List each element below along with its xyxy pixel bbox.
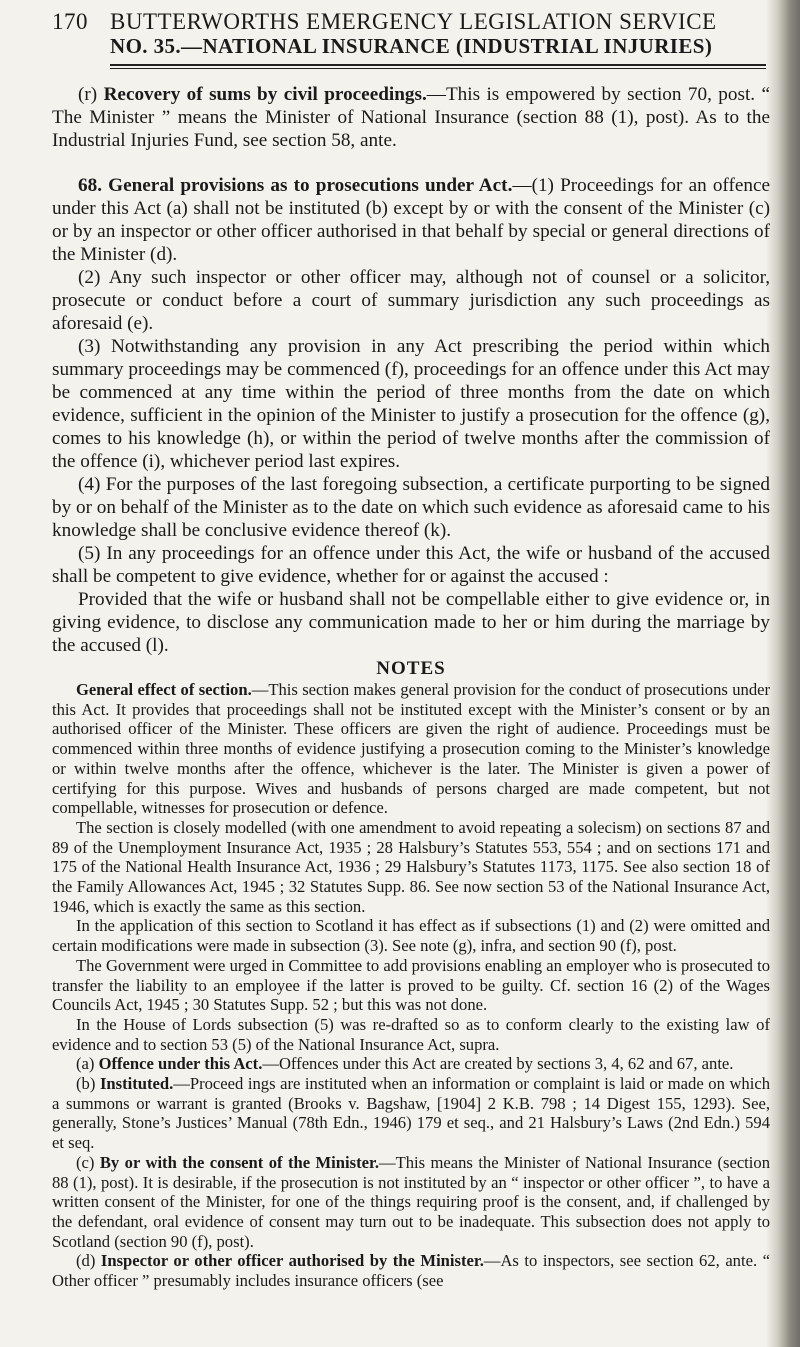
note-a-body: —Offences under this Act are created by sections 3, 4, 62 and 67, ante. <box>262 1054 734 1074</box>
note-c-heading: By or with the consent of the Minister. <box>99 1152 379 1172</box>
running-header <box>52 10 770 34</box>
section-68-sub1 <box>52 174 770 266</box>
section-68-sub4: (4) For the purposes of the last foregoing subsection, a certificate purporting to be signed by or on behalf of the Minister as to the date on which such evidence as aforesaid came to his knowledge shall be conclusive evidence thereof (k). <box>52 474 770 541</box>
note-r-heading: Recovery of sums by civil proceedings. <box>103 84 427 105</box>
note-b-label: (b) <box>76 1074 96 1094</box>
note-d-body: —As to inspectors, see section 62, ante. “ Other officer ” presumably includes insurance officers (see <box>52 1251 770 1291</box>
note-d-label: (d) <box>76 1251 96 1271</box>
note-general <box>52 680 770 818</box>
note-b <box>52 1074 770 1153</box>
note-general-body: —This section makes general provision for the conduct of prosecutions under this Act. It provides that proceedings shall not be instituted except with the Minister’s consent or by an authorised officer of the Minister. These officers are given the right of audience. Proceedings must be commenced within three months of evidence justifying a prosecution coming to the Minister’s knowledge or within twelve months after the offence, whichever is the later. The Minister is given a power of certifying for this purpose. Wives and husbands of persons charged are made competent, but not compellable, witnesses for prosecution or defence. <box>52 680 771 818</box>
section-68-number: 68. <box>78 175 102 196</box>
page-number: 170 <box>52 9 88 34</box>
note-p4: The Government were urged in Committee to add provisions enabling an employer who is prosecuted to transfer the liability to an employee if the latter is proved to be guilty. Cf. section 16 (2) of the Wages Councils Act, 1945 ; 30 Statutes Supp. 52 ; but this was not done. <box>52 955 770 1015</box>
notes-heading: NOTES <box>376 658 446 679</box>
note-c-label: (c) <box>76 1152 95 1172</box>
note-r-label: (r) <box>78 84 98 105</box>
note-p5: In the House of Lords subsection (5) was re-drafted so as to conform clearly to the existing law of evidence and to section 53 (5) of the National Insurance Act, supra. <box>52 1014 770 1054</box>
page-content <box>52 10 770 1291</box>
note-a-label: (a) <box>76 1054 95 1074</box>
note-a-heading: Offence under this Act. <box>98 1054 263 1074</box>
note-p3: In the application of this section to Scotland it has effect as if subsections (1) and (2) were omitted and certain modifications were made in subsection (3). See note (g), infra, and section 90 (f), post. <box>52 916 770 956</box>
note-c-body: —This means the Minister of National Insurance (section 88 (1), post). It is desirable, if the prosecution is not instituted by an “ inspector or other officer ”, to have a written consent of the Minister, for one of the things requiring proof is the consent, and, if challenged by the defendant, oral evidence of consent may turn out to be inadequate. This subsection does not apply to Scotland (section 90 (f), post). <box>52 1152 770 1251</box>
note-p2: The section is closely modelled (with one amendment to avoid repeating a solecism) on sections 87 and 89 of the Unemployment Insurance Act, 1935 ; 28 Halsbury’s Statutes 553, 554 ; and on sections 171 and 175 of the National Health Insurance Act, 1936 ; 29 Halsbury’s Statutes 1173, 1175. See also section 18 of the Family Allowances Act, 1945 ; 32 Statutes Supp. 86. See now section 53 of the National Insurance Act, 1946, which is exactly the same as this section. <box>52 817 770 916</box>
section-68-heading: General provisions as to prosecutions under Act. <box>108 175 513 196</box>
running-subtitle: NO. 35.—NATIONAL INSURANCE (INDUSTRIAL INJURIES) <box>110 34 713 58</box>
note-general-heading: General effect of section. <box>76 680 252 699</box>
note-d <box>52 1251 770 1290</box>
page-edge-shadow <box>766 0 800 1347</box>
section-68-sub2: (2) Any such inspector or other officer may, although not of counsel or a solicitor, prosecute or conduct before a court of summary jurisdiction any such proceedings as aforesaid (e). <box>52 267 770 334</box>
running-title: BUTTERWORTHS EMERGENCY LEGISLATION SERVICE <box>110 9 717 34</box>
section-68-sub3: (3) Notwithstanding any provision in any Act prescribing the period within which summary proceedings may be commenced (f), proceedings for an offence under this Act may be commenced at any time within the period of three months from the date on which evidence, sufficient in the opinion of the Minister to justify a prosecution for the offence (g), comes to his knowledge (h), or within the period of twelve months after the commission of the offence (i), whichever period last expires. <box>52 336 770 472</box>
note-a <box>52 1054 770 1074</box>
section-68-proviso: Provided that the wife or husband shall not be compellable either to give evidence or, in giving evidence, to disclose any communication made to her or him during the marriage by the accused (l). <box>52 589 770 656</box>
section-68-sub5: (5) In any proceedings for an offence under this Act, the wife or husband of the accused shall be competent to give evidence, whether for or against the accused : <box>52 543 770 587</box>
note-r <box>52 83 770 152</box>
note-d-heading: Inspector or other officer authorised by the Minister. <box>100 1251 484 1271</box>
header-rule <box>110 64 766 66</box>
note-c <box>52 1153 770 1252</box>
section-68-sub1-text: —(1) Proceedings for an offence under this Act (a) shall not be instituted (b) except by or with the consent of the Minister (c) or by an inspector or other officer authorised in that behalf by special or general directions of the Minister (d). <box>52 175 771 265</box>
note-b-body: —Proceed ings are instituted when an information or complaint is laid or made on which a summons or warrant is granted (Brooks v. Bagshaw, [1904] 2 K.B. 798 ; 14 Digest 155, 1293). See, generally, Stone’s Justices’ Manual (78th Edn., 1946) 179 et seq., and 21 Halsbury’s Laws (2nd Edn.) 594 et seq. <box>52 1074 770 1153</box>
note-r-body: —This is empowered by section 70, post. “ The Minister ” means the Minister of National Insurance (section 88 (1), post). As to the Industrial Injuries Fund, see section 58, ante. <box>52 84 770 151</box>
note-b-heading: Instituted. <box>99 1074 174 1094</box>
